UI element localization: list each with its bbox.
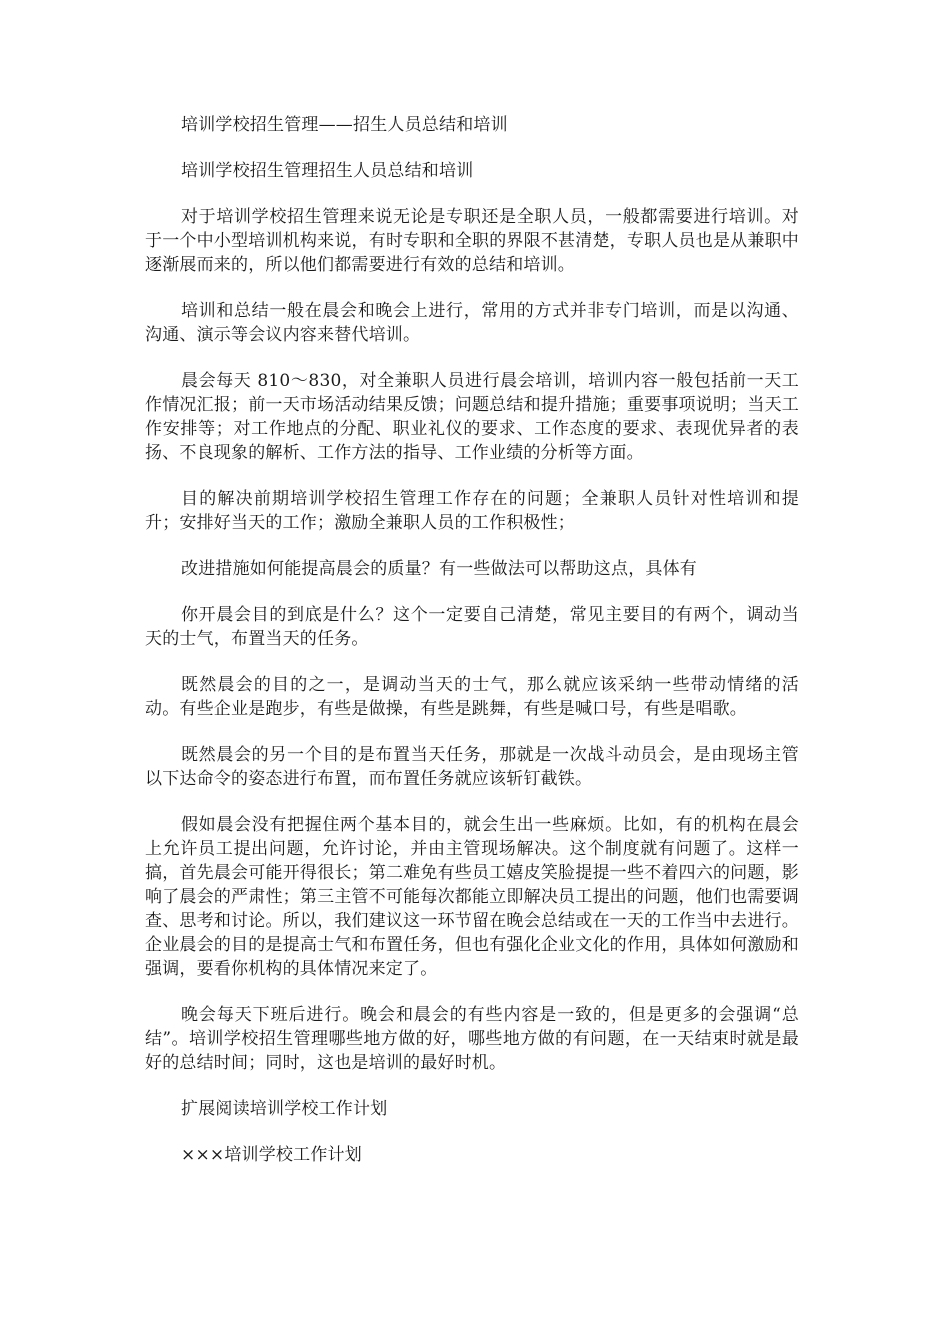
paragraph: 培训和总结一般在晨会和晚会上进行，常用的方式并非专门培训，而是以沟通、沟通、演示等会议内容来替代培训。 <box>145 301 799 345</box>
further-reading-heading: 扩展阅读培训学校工作计划 <box>181 1099 388 1119</box>
document-title: 培训学校招生管理——招生人员总结和培训 <box>181 115 508 135</box>
paragraph: 既然晨会的目的之一，是调动当天的士气，那么就应该采纳一些带动情绪的活动。有些企业是跑步，有些是做操，有些是跳舞，有些是喊口号，有些是唱歌。 <box>145 675 799 719</box>
paragraph: 改进措施如何能提高晨会的质量？有一些做法可以帮助这点，具体有 <box>181 559 697 579</box>
paragraph: 晨会每天 810～830，对全兼职人员进行晨会培训，培训内容一般包括前一天工作情况汇报；前一天市场活动结果反馈；问题总结和提升措施；重要事项说明；当天工作安排等；对工作地点的分配、职业礼仪的要求、工作态度的要求、表现优异者的表扬、不良现象的解析、工作方法的指导、工作业绩的分析等方面。 <box>145 371 799 463</box>
paragraph: 对于培训学校招生管理来说无论是专职还是全职人员，一般都需要进行培训。对于一个中小型培训机构来说，有时专职和全职的界限不甚清楚，专职人员也是从兼职中逐渐展而来的，所以他们都需要进行有效的总结和培训。 <box>145 207 799 275</box>
paragraph: 既然晨会的另一个目的是布置当天任务，那就是一次战斗动员会，是由现场主管以下达命令的姿态进行布置，而布置任务就应该斩钉截铁。 <box>145 745 799 789</box>
document-subtitle: 培训学校招生管理招生人员总结和培训 <box>181 161 474 181</box>
paragraph: 目的解决前期培训学校招生管理工作存在的问题；全兼职人员针对性培训和提升；安排好当天的工作；激励全兼职人员的工作积极性； <box>145 489 799 533</box>
paragraph: 假如晨会没有把握住两个基本目的，就会生出一些麻烦。比如，有的机构在晨会上允许员工提出问题，允许讨论，并由主管现场解决。这个制度就有问题了。这样一搞，首先晨会可能开得很长；第二难免有些员工嬉皮笑脸提提一些不着四六的问题，影响了晨会的严肃性；第三主管不可能每次都能立即解决员工提出的问题，他们也需要调查、思考和讨论。所以，我们建议这一环节留在晚会总结或在一天的工作当中去进行。企业晨会的目的是提高士气和布置任务，但也有强化企业文化的作用，具体如何激励和强调，要看你机构的具体情况来定了。 <box>145 815 799 979</box>
document-body <box>145 113 799 1189</box>
paragraph: 你开晨会目的到底是什么？这个一定要自己清楚，常见主要目的有两个，调动当天的士气，布置当天的任务。 <box>145 605 799 649</box>
section-heading: ×××培训学校工作计划 <box>181 1145 362 1165</box>
paragraph: 晚会每天下班后进行。晚会和晨会的有些内容是一致的，但是更多的会强调“总结”。培训学校招生管理哪些地方做的好，哪些地方做的有问题，在一天结束时就是最好的总结时间；同时，这也是培训的最好时机。 <box>145 1005 799 1073</box>
